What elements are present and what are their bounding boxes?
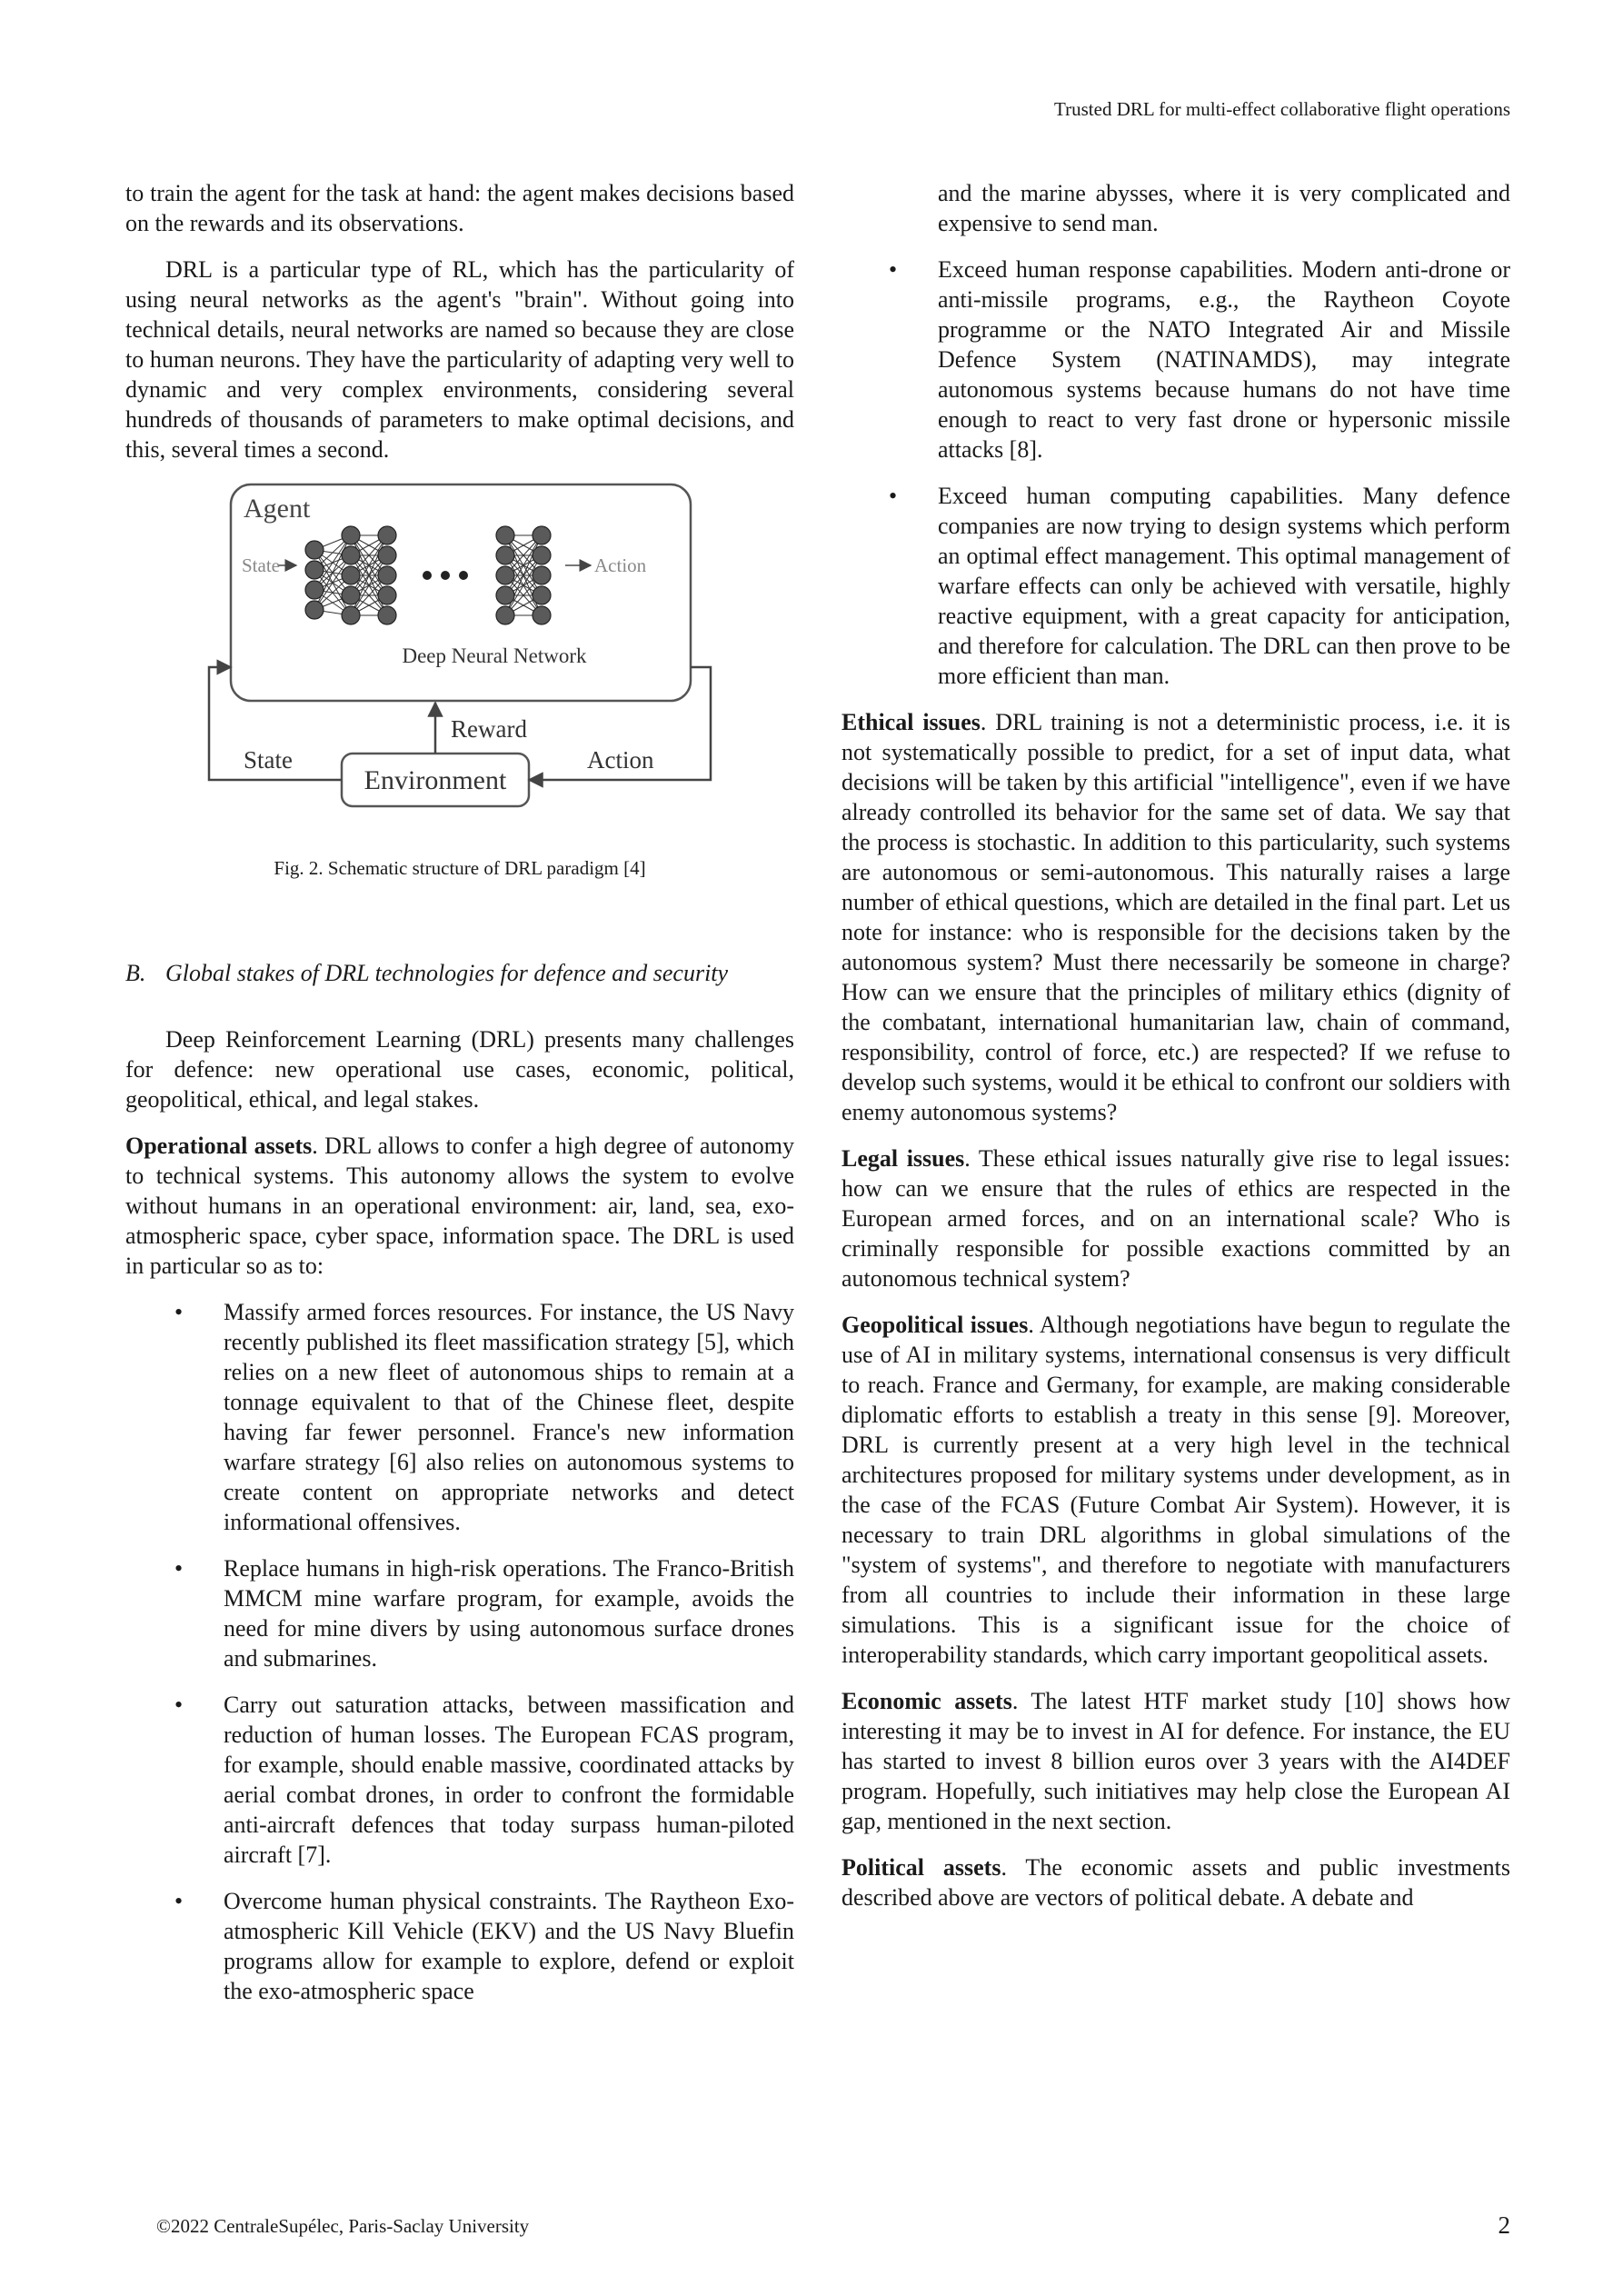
environment-label: Environment xyxy=(363,765,507,795)
neuron-node xyxy=(378,606,396,624)
network-label: Deep Neural Network xyxy=(402,644,587,667)
neuron-node xyxy=(496,606,514,624)
left-column xyxy=(125,178,794,2022)
neuron-node xyxy=(342,606,360,624)
neuron-node xyxy=(533,546,551,564)
list-item: • Exceed human response capabilities. Modern anti-drone or anti-missile programs, e.g., the Raytheon Coyote programme or the NATO Integrated Air and Missile Defence System (NATINAMDS), may integrate autonomous systems because humans do not have time enough to react to very fast drone or hypersonic missile attacks [8]. xyxy=(889,256,1510,463)
state-label: State xyxy=(244,746,293,774)
action-label: Action xyxy=(587,746,654,774)
neuron-node xyxy=(533,606,551,624)
neuron-node xyxy=(305,601,324,619)
neuron-node xyxy=(378,526,396,544)
legal-issues-heading: Legal issues xyxy=(841,1145,965,1172)
state-input-label: State xyxy=(242,554,280,576)
list-item: • Overcome human physical constraints. The Raytheon Exo-atmospheric Kill Vehicle (EKV) and the US Navy Bluefin programs allow for example to explore, defend or exploit the exo-atmospheric space xyxy=(174,1888,794,2004)
neuron-node xyxy=(342,526,360,544)
neuron-node xyxy=(342,586,360,604)
paragraph-operational-assets: Operational assets. DRL allows to confer a high degree of autonomy to technical systems. This autonomy allows the system to evolve without humans in an operational environment: air, land, sea, exo-atmospheric space, cyber space, information space. The DRL is used in particular so as to: xyxy=(125,1133,794,1279)
bullet-continuation: and the marine abysses, where it is very complicated and expensive to send man. xyxy=(938,180,1510,236)
page-number: 2 xyxy=(1498,2211,1510,2239)
neuron-node xyxy=(496,566,514,584)
neuron-node xyxy=(496,526,514,544)
neuron-node xyxy=(533,566,551,584)
operational-bullet-list xyxy=(125,1297,794,2006)
neuron-node xyxy=(496,586,514,604)
footer-copyright: ©2022 CentraleSupélec, Paris-Saclay University xyxy=(156,2215,530,2237)
agent-label: Agent xyxy=(244,494,311,524)
paragraph-geopolitical-issues: Geopolitical issues. Although negotiations have begun to regulate the use of AI in military systems, international consensus is very difficult to reach. France and Germany, for example, are making considerable diplomatic efforts to establish a treaty in this sense [9]. Moreover, DRL is currently present at a very high level in the technical architectures proposed for military systems under development, as in the case of the FCAS (Future Combat Air System). However, it is necessary to train DRL algorithms in global simulations of the "system of systems", and therefore to negotiate with manufacturers from all countries to include their information in these large simulations. This is a significant issue for the choice of interoperability standards, which carry important geopolitical assets. xyxy=(841,1312,1510,1668)
figure-drl-schematic xyxy=(125,481,794,883)
reward-label: Reward xyxy=(451,715,527,743)
operational-assets-heading: Operational assets xyxy=(125,1133,313,1159)
paragraph-drl-challenges: Deep Reinforcement Learning (DRL) presents many challenges for defence: new operational use cases, economic, political, geopolitical, ethical, and legal stakes. xyxy=(125,1026,794,1113)
neuron-node xyxy=(496,546,514,564)
paragraph-legal-issues: Legal issues. These ethical issues naturally give rise to legal issues: how can we ensure that the rules of ethics are respected in the European armed forces, and on an international scale? Who is criminally responsible for possible exactions committed by an autonomous technical system? xyxy=(841,1145,1511,1292)
paragraph-drl-definition: DRL is a particular type of RL, which has the particularity of using neural networks as the agent's "brain". Without going into technical details, neural networks are named so because they are close to human neurons. They have the particularity of adapting very well to dynamic and very complex environments, considering several hundreds of thousands of parameters to make optimal decisions, and this, several times a second. xyxy=(125,256,794,463)
capability-bullet-list xyxy=(841,255,1510,691)
ethical-issues-heading: Ethical issues xyxy=(841,709,981,735)
list-item: • Exceed human computing capabilities. Many defence companies are now trying to design systems which perform an optimal effect management. This optimal management of warfare effects can only be achieved with versatile, highly reactive equipment, with a great capacity for anticipation, and therefore for calculation. The DRL can then prove to be more efficient than man. xyxy=(889,483,1510,689)
neuron-node xyxy=(305,561,324,579)
section-heading xyxy=(125,958,794,988)
ellipsis-dot xyxy=(441,571,450,580)
neuron-node xyxy=(378,586,396,604)
neuron-node xyxy=(305,581,324,599)
neuron-node xyxy=(305,541,324,559)
paragraph-continuation: to train the agent for the task at hand: the agent makes decisions based on the rewards and its observations. xyxy=(125,180,794,236)
geopolitical-issues-heading: Geopolitical issues xyxy=(841,1312,1029,1338)
action-output-label: Action xyxy=(594,554,647,576)
section-number: B. xyxy=(125,960,146,986)
list-item: • Carry out saturation attacks, between massification and reduction of human losses. The European FCAS program, for example, should enable massive, coordinated attacks by aerial combat drones, in order to confront the formidable anti-aircraft defences that today surpass human-piloted aircraft [7]. xyxy=(174,1692,794,1868)
paragraph-economic-assets: Economic assets. The latest HTF market study [10] shows how interesting it may be to invest in AI for defence. For instance, the EU has started to invest 8 billion euros over 3 years with the AI4DEF program. Hopefully, such initiatives may help close the European AI gap, mentioned in the next section. xyxy=(841,1688,1510,1834)
neuron-node xyxy=(342,566,360,584)
political-assets-heading: Political assets xyxy=(841,1854,1001,1881)
paragraph-political-assets: Political assets. The economic assets and public investments described above are vectors of political debate. A debate and xyxy=(841,1854,1510,1911)
neuron-node xyxy=(378,546,396,564)
right-column xyxy=(841,178,1510,1929)
neuron-node xyxy=(533,586,551,604)
paragraph-ethical-issues: Ethical issues. DRL training is not a deterministic process, i.e. it is not systematically possible to predict, for a set of input data, what decisions will be taken by this artificial "intelligence", even if we have already controlled its behavior for the same set of data. We say that the process is stochastic. In addition to this particularity, such systems are autonomous or semi-autonomous. This naturally raises a large number of ethical questions, which are detailed in the final part. Let us note for instance: who is responsible for the decisions taken by the autonomous system? Must there necessarily be someone in charge? How can we ensure that the principles of military ethics (dignity of the combatant, international humanitarian law, chain of command, responsibility, control of force, etc.) are respected? If we refuse to develop such systems, would it be ethical to confront our soldiers with enemy autonomous systems? xyxy=(841,709,1510,1125)
ellipsis-dot xyxy=(459,571,468,580)
neuron-node xyxy=(378,566,396,584)
drl-diagram xyxy=(205,481,714,817)
figure-caption: Fig. 2. Schematic structure of DRL paradigm [4] xyxy=(274,857,646,879)
economic-assets-heading: Economic assets xyxy=(841,1688,1012,1714)
list-item: • Replace humans in high-risk operations. The Franco-British MMCM mine warfare program, for example, avoids the need for mine divers by using autonomous surface drones and submarines. xyxy=(174,1555,794,1672)
neuron-node xyxy=(342,546,360,564)
neuron-node xyxy=(533,526,551,544)
list-item: • Massify armed forces resources. For instance, the US Navy recently published its fleet massification strategy [5], which relies on a new fleet of autonomous ships to remain at a tonnage equivalent to that of the Chinese fleet, despite having far fewer personnel. France's new information warfare strategy [6] also relies on autonomous systems to create content on appropriate networks and detect informational offensives. xyxy=(174,1299,794,1535)
section-title: Global stakes of DRL technologies for defence and security xyxy=(165,960,729,986)
running-header: Trusted DRL for multi-effect collaborative flight operations xyxy=(1054,98,1510,120)
ellipsis-dot xyxy=(423,571,432,580)
